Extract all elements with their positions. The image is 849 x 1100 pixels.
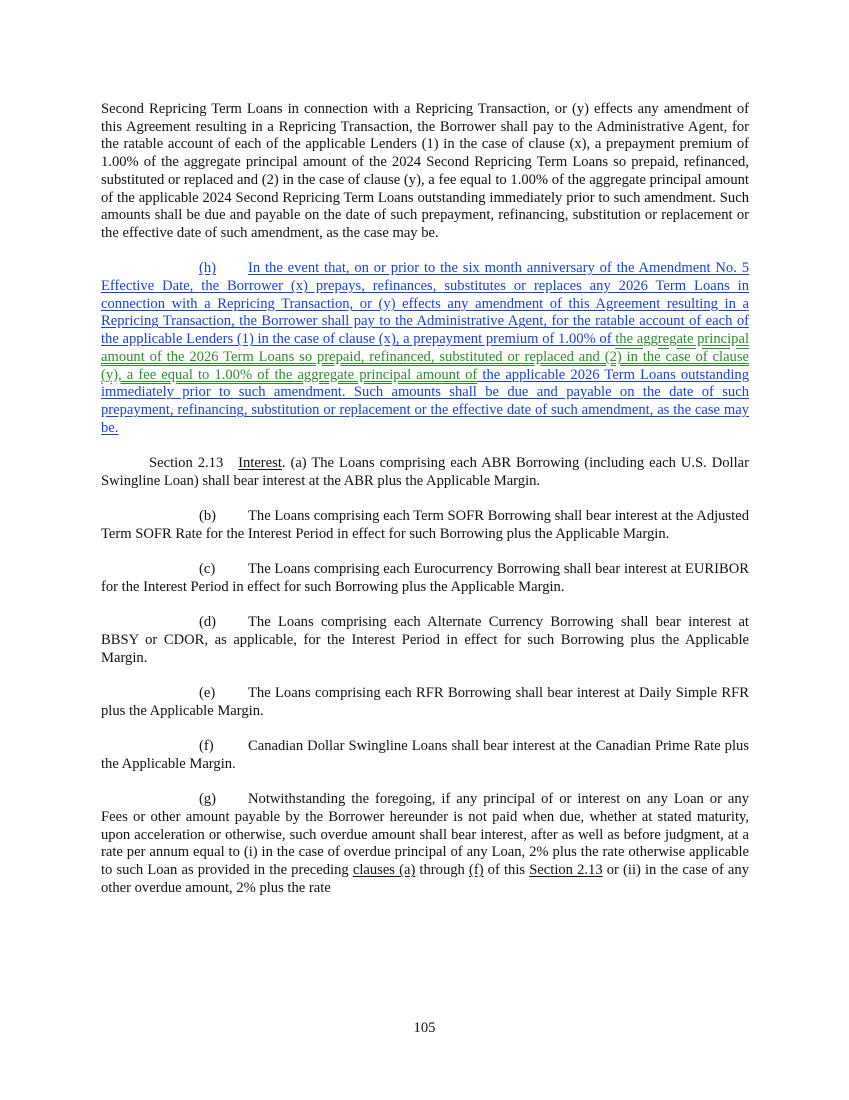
clause-b [101,508,749,543]
clause-label-h: (h) [199,260,217,277]
clause-text: Notwithstanding the foregoing, if any principal of or interest on any Loan or any Fees or other amount payable by the Borrower hereunder is not paid when due, whether at stated maturity, upon acceleration or otherwise, such overdue amount shall bear interest, after as well as before judgment, at a rate per annum equal to (i) in the case of overdue principal of any Loan, 2% plus the rate otherwise applicable to such Loan as provided in the preceding [101,791,749,879]
clause-text: Canadian Dollar Swingline Loans shall bear interest at the Canadian Prime Rate plus the Applicable Margin. [101,738,749,772]
clause-label: (c) [199,561,216,578]
paragraph-h-inserted [101,260,749,437]
document-body [101,101,749,898]
section-number: Section 2.13 [149,455,224,472]
cross-reference-section: Section 2.13 [529,862,603,879]
clause-f [101,738,749,773]
moved-text: the aggregate principal amount of the 2026 Term Loans so prepaid, refinanced, substituted or replaced and (2) in the case of clause (y), a fee equal to 1.00% of the aggregate principal amount of [101,331,749,383]
clause-label: (d) [199,614,217,631]
clause-text: or (ii) in the case of any other overdue amount, 2% plus the rate [101,862,750,896]
inserted-text: In the event that, on or prior to the six month anniversary of the Amendment No. 5 Effective Date, the Borrower (x) prepays, refinances, substitutes or replaces any 2026 Term Loans in connection with a Repricing Transaction, or (y) effects any amendment of this Agreement resulting in a Repricing Transaction, the Borrower shall pay to the Administrative Agent, for the ratable account of each of the applicable Lenders (1) in the case of clause (x), a prepayment premium of 1.00% of [101,260,749,348]
cross-reference-f: (f) [468,862,484,879]
clause-text: The Loans comprising each Eurocurrency Borrowing shall bear interest at EURIBOR for the Interest Period in effect for such Borrowing plus the Applicable Margin. [101,561,749,595]
clause-text: of this [483,862,530,879]
clause-label: (g) [199,791,217,808]
paragraph-repricing-continuation: Second Repricing Term Loans in connection with a Repricing Transaction, or (y) effects any amendment of this Agreement resulting in a Repricing Transaction, the Borrower shall pay to the Administrative Agent, for the ratable account of each of the applicable Lenders (1) in the case of clause (x), a prepayment premium of 1.00% of the aggregate principal amount of the 2024 Second Repricing Term Loans so prepaid, refinanced, substituted or replaced and (2) in the case of clause (y), a fee equal to 1.00% of the aggregate principal amount of the applicable 2024 Second Repricing Term Loans outstanding immediately prior to such amendment. Such amounts shall be due and payable on the date of such prepayment, refinancing, substitution or replacement or the effective date of such amendment, as the case may be. [101,101,749,241]
clause-label: (e) [199,685,216,702]
section-2-13-heading-paragraph [101,455,749,490]
clause-e [101,685,749,720]
cross-reference-clauses-a: clauses (a) [352,862,416,879]
clause-text: through [415,862,469,879]
clause-d [101,614,749,667]
clause-c [101,561,749,596]
inserted-text: the applicable 2026 Term Loans outstanding immediately prior to such amendment. Such amounts shall be due and payable on the date of such prepayment, refinancing, substitution or replacement or the effective date of such amendment, as the case may be. [101,366,749,436]
page-number: 105 [413,1020,436,1036]
clause-a-text: . (a) The Loans comprising each ABR Borrowing (including each U.S. Dollar Swingline Loan) shall bear interest at the ABR plus the Applicable Margin. [101,455,749,489]
clause-text: The Loans comprising each RFR Borrowing shall bear interest at Daily Simple RFR plus the Applicable Margin. [101,685,749,719]
clause-g [101,791,749,897]
clause-label: (b) [199,508,217,525]
section-title: Interest [238,455,282,472]
clause-text: The Loans comprising each Term SOFR Borrowing shall bear interest at the Adjusted Term SOFR Rate for the Interest Period in effect for such Borrowing plus the Applicable Margin. [101,508,749,542]
clause-label: (f) [199,738,214,755]
clause-text: The Loans comprising each Alternate Currency Borrowing shall bear interest at BBSY or CDOR, as applicable, for the Interest Period in effect for such Borrowing plus the Applicable Margin. [101,614,749,666]
